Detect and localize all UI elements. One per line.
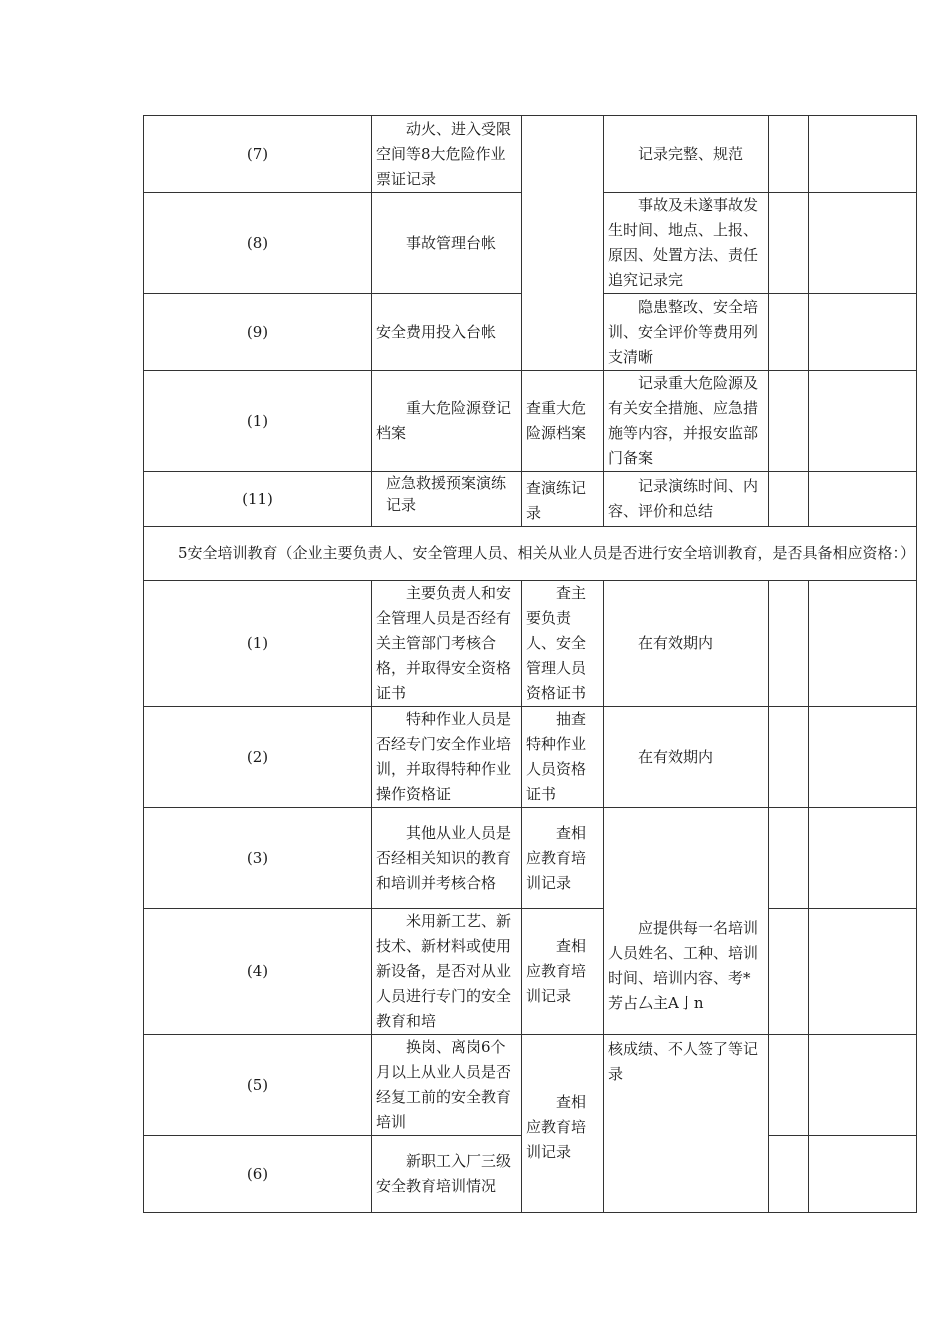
inspection-table xyxy=(143,115,917,1213)
row-number: (11) xyxy=(144,472,372,527)
check-item: 动火、进入受限空间等8大危险作业票证记录 xyxy=(372,116,522,193)
row-number: (8) xyxy=(144,193,372,294)
table-row xyxy=(144,1035,917,1136)
table-row xyxy=(144,707,917,808)
check-standard: 事故及未遂事故发生时间、地点、上报、原因、处置方法、责任追究记录完 xyxy=(604,193,769,294)
table-row xyxy=(144,909,917,1035)
check-item: 换岗、离岗6个月以上从业人员是否经复工前的安全教育培训 xyxy=(372,1035,522,1136)
row-number: (3) xyxy=(144,808,372,909)
section-title: 5安全培训教育（企业主要负责人、安全管理人员、相关从业人员是否进行安全培训教育，是否具备相应资格：） xyxy=(144,527,917,581)
check-method-text: 查演练记录 xyxy=(526,479,587,522)
result-cell xyxy=(769,116,809,193)
check-method xyxy=(522,116,604,371)
section-header-row xyxy=(144,527,917,581)
row-number: (6) xyxy=(144,1136,372,1213)
remark-cell xyxy=(809,581,917,707)
check-method: 査主要负责人、安全管理人员资格证书 xyxy=(522,581,604,707)
check-standard: 应提供每一名培训人员姓名、工种、培训时间、培训内容、考*芳占厶主A亅n xyxy=(604,808,769,1035)
table-row xyxy=(144,581,917,707)
check-item-text: 应急救援预案演练记录 xyxy=(386,474,507,514)
row-number: (1) xyxy=(144,371,372,472)
remark-cell xyxy=(809,909,917,1035)
remark-cell xyxy=(809,1035,917,1136)
check-item: 特种作业人员是否经专门安全作业培训，并取得特种作业操作资格证 xyxy=(372,707,522,808)
row-number: (4) xyxy=(144,909,372,1035)
check-method: 查重大危险源档案 xyxy=(522,371,604,472)
check-item: 其他从业人员是否经相关知识的教育和培训并考核合格 xyxy=(372,808,522,909)
check-method: 查相应教育培训记录 xyxy=(522,808,604,909)
row-number: (7) xyxy=(144,116,372,193)
table-row xyxy=(144,371,917,472)
result-cell xyxy=(769,294,809,371)
result-cell xyxy=(769,808,809,909)
check-item: 事故管理台帐 xyxy=(372,193,522,294)
row-number: (9) xyxy=(144,294,372,371)
check-item: 新职工入厂三级安全教育培训情况 xyxy=(372,1136,522,1213)
check-standard: 在有效期内 xyxy=(604,707,769,808)
result-cell xyxy=(769,472,809,527)
row-number: (2) xyxy=(144,707,372,808)
remark-cell xyxy=(809,193,917,294)
remark-cell xyxy=(809,294,917,371)
table-row xyxy=(144,472,917,527)
table-row xyxy=(144,808,917,909)
check-method: 抽查特种作业人员资格证书 xyxy=(522,707,604,808)
check-item xyxy=(372,472,522,527)
result-cell xyxy=(769,193,809,294)
result-cell xyxy=(769,707,809,808)
check-standard: 记录完整、规范 xyxy=(604,116,769,193)
result-cell xyxy=(769,1035,809,1136)
result-cell xyxy=(769,581,809,707)
check-method xyxy=(522,472,604,527)
check-method: 查相应教育培训记录 xyxy=(522,909,604,1035)
check-standard xyxy=(604,472,769,527)
result-cell xyxy=(769,909,809,1035)
table-row xyxy=(144,116,917,193)
result-cell xyxy=(769,1136,809,1213)
check-standard: 核成绩、不人签了等记录 xyxy=(604,1035,769,1213)
check-standard: 隐患整改、安全培训、安全评价等费用列支清晰 xyxy=(604,294,769,371)
check-standard: 在有效期内 xyxy=(604,581,769,707)
check-item: 安全费用投入台帐 xyxy=(372,294,522,371)
check-item: 主要负责人和安全管理人员是否经有关主管部门考核合格，并取得安全资格证书 xyxy=(372,581,522,707)
row-number: (5) xyxy=(144,1035,372,1136)
check-standard-text: 记录演练时间、内容、评价和总结 xyxy=(608,477,759,520)
check-item: 重大危险源登记档案 xyxy=(372,371,522,472)
remark-cell xyxy=(809,472,917,527)
check-item: 米用新工艺、新技术、新材料或使用新设备，是否对从业人员进行专门的安全教育和培 xyxy=(372,909,522,1035)
remark-cell xyxy=(809,371,917,472)
remark-cell xyxy=(809,116,917,193)
row-number: (1) xyxy=(144,581,372,707)
check-standard: 记录重大危险源及有关安全措施、应急措施等内容，并报安监部门备案 xyxy=(604,371,769,472)
remark-cell xyxy=(809,707,917,808)
check-method: 查相应教育培训记录 xyxy=(522,1035,604,1213)
remark-cell xyxy=(809,1136,917,1213)
result-cell xyxy=(769,371,809,472)
remark-cell xyxy=(809,808,917,909)
